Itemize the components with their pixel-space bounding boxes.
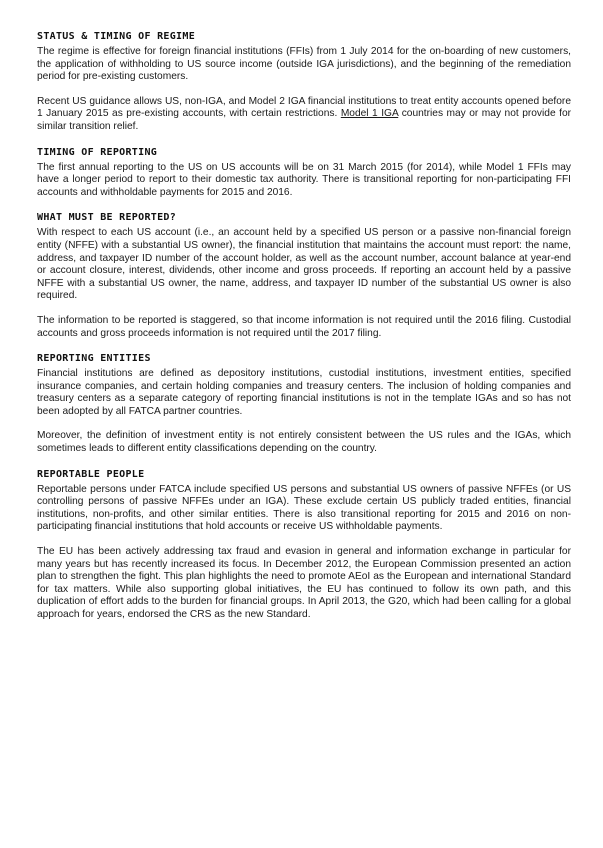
paragraph: [37, 96, 571, 134]
paragraph-text: Recent US guidance allows US, non-IGA, and Model 2 IGA financial institutions to treat entity accounts opened before 1 January 2015 as pre-existing accounts, with certain restrictions.: [37, 95, 571, 120]
section-heading: WHAT MUST BE REPORTED?: [37, 212, 177, 224]
paragraph: The regime is effective for foreign financial institutions (FFIs) from 1 July 2014 for the on-boarding of new customers, the application of withholding to US source income (outside IGA jurisdictions), and the beginning of the remediation period for pre-existing customers.: [37, 46, 571, 83]
section-timing-reporting: [37, 146, 571, 200]
model-1-iga-link[interactable]: Model 1 IGA: [340, 108, 399, 120]
section-reportable-people: [37, 468, 571, 622]
section-status-timing: [37, 30, 571, 134]
paragraph: The information to be reported is staggered, so that income information is not required until the 2016 filing. Custodial accounts and gross proceeds information is not required until the 2017 filing.: [37, 314, 571, 339]
paragraph: Reportable persons under FATCA include specified US persons and substantial US owners of passive NFFEs (or US controlling persons of passive NFFEs under an IGA). These exclude certain US publicly traded entities, financial institutions, non-profits, and other similar entities. There is also transitional reporting for 2015 and 2016 on non-participating financial institutions that hold accounts or receive US withholdable payments.: [37, 483, 571, 533]
section-heading: REPORTABLE PEOPLE: [37, 468, 145, 480]
section-reporting-entities: [37, 352, 571, 456]
paragraph: With respect to each US account (i.e., an account held by a specified US person or a passive non-financial foreign entity (NFFE) with a substantial US owner), the financial institution that maintains the account must report: the name, address, and taxpayer ID number of the account holder, as well as the account number, account balance at year-end or account closure, interest, dividends, other income and gross proceeds. If reporting an account held by a passive NFFE with a substantial US owner, the name, address, and taxpayer ID number of the substantial US owner is also required.: [37, 227, 571, 302]
section-heading: STATUS & TIMING OF REGIME: [37, 31, 196, 42]
section-heading: TIMING OF REPORTING: [37, 146, 158, 158]
section-what-reported: [37, 211, 571, 340]
paragraph: Financial institutions are defined as depository institutions, custodial institutions, investment entities, specified insurance companies, and certain holding companies and treasury centers. The inclusion of holding companies and treasury centers as a separate category of reporting financial institutions is not in the template IGAs and so has not been adopted by all FATCA partner countries.: [37, 368, 571, 417]
paragraph: Moreover, the definition of investment entity is not entirely consistent between the US rules and the IGAs, which sometimes leads to different entity classifications depending on the country.: [37, 430, 571, 455]
paragraph: The first annual reporting to the US on US accounts will be on 31 March 2015 (for 2014), while Model 1 FFIs may have a longer period to report to their domestic tax authority. There is transitional reporting for non-participating FFI accounts and withholdable payments for 2015 and 2016.: [37, 161, 571, 198]
paragraph: The EU has been actively addressing tax fraud and evasion in general and information exchange in particular for many years but has recently increased its focus. In December 2012, the European Commission presented an action plan to strengthen the fight. This plan highlights the need to promote AEoI as the European and international Standard for tax matters. While also supporting global initiatives, the EU has continued to follow its own path, and this duplication of effort adds to the burden for financial groups. In April 2013, the G20, which had been calling for a global approach for years, endorsed the CRS as the new Standard.: [37, 546, 571, 620]
document-page: [37, 30, 571, 634]
section-heading: REPORTING ENTITIES: [37, 353, 151, 365]
paragraph-text: countries may or may not provide for similar transition relief.: [37, 108, 571, 132]
